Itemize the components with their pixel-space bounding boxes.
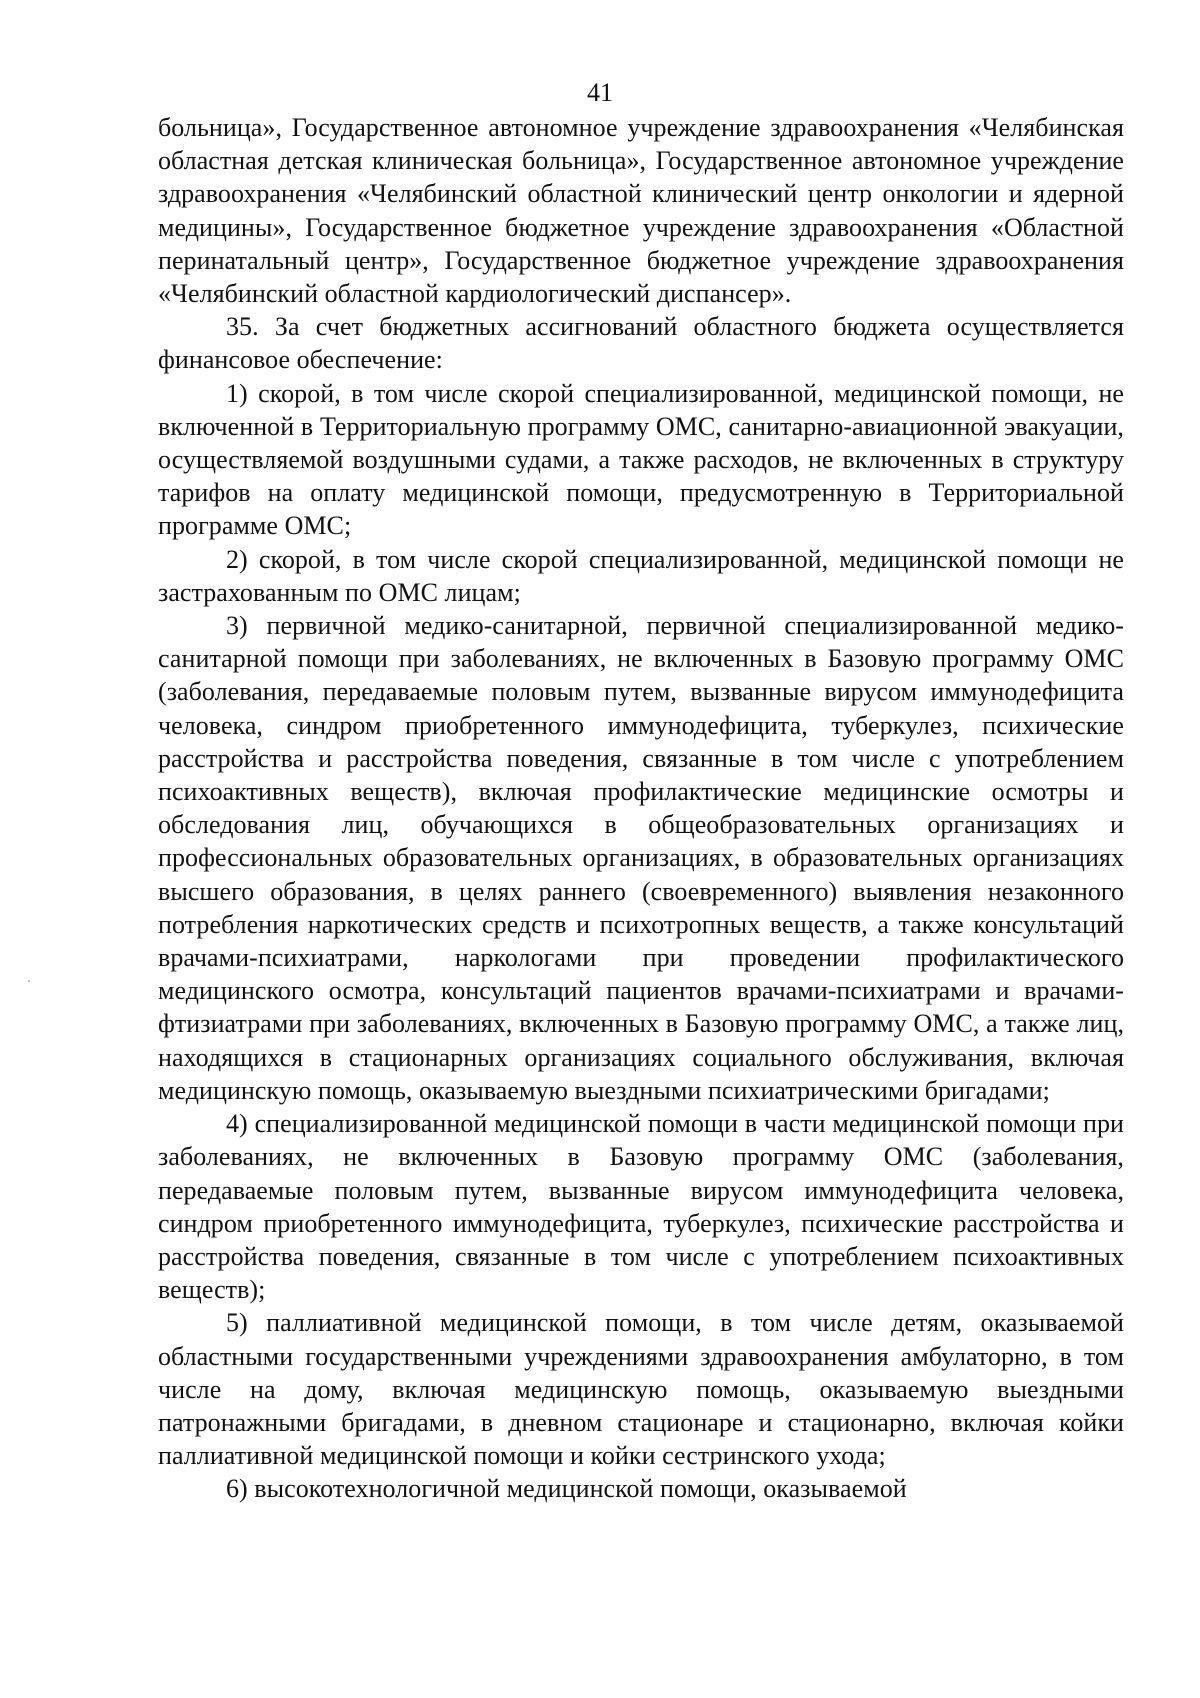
paragraph-subitem-4: 4) специализированной медицинской помощи в части медицинской помощи при заболеваниях, не включенных в Базовую программу ОМС (заболевания, передаваемые половым путем, вызванные вирусом иммунодефицита человека, синдром приобретенного иммунодефицита, туберкулез, психические расстройства и расстройства поведения, связанные в том числе с употреблением психоактивных веществ);: [158, 1109, 1124, 1305]
page-number: 41: [587, 78, 613, 107]
scan-artifact: [28, 980, 30, 982]
paragraph-continuation: больница», Государственное автономное учреждение здравоохранения «Челябинская областная детская клиническая больница», Государственное автономное учреждение здравоохранения «Челябинский областной клинический центр онкологии и ядерной медицины», Государственное бюджетное учреждение здравоохранения «Областной перинатальный центр», Государственное бюджетное учреждение здравоохранения «Челябинский областной кардиологический диспансер».: [158, 113, 1124, 309]
paragraph-subitem-6: 6) высокотехнологичной медицинской помощи, оказываемой: [226, 1474, 907, 1504]
paragraph-subitem-2: 2) скорой, в том числе скорой специализированной, медицинской помощи не застрахованным по ОМС лицам;: [158, 544, 1124, 607]
paragraph-subitem-5: 5) паллиативной медицинской помощи, в том числе детям, оказываемой областными государственными учреждениями здравоохранения амбулаторно, в том числе на дому, включая медицинскую помощь, оказываемую выездными патронажными бригадами, в дневном стационаре и стационарно, включая койки паллиативной медицинской помощи и койки сестринского ухода;: [158, 1308, 1124, 1471]
paragraph-subitem-3: 3) первичной медико-санитарной, первичной специализированной медико-санитарной помощи при заболеваниях, не включенных в Базовую программу ОМС (заболевания, передаваемые половым путем, вызванные вирусом иммунодефицита человека, синдром приобретенного иммунодефицита, туберкулез, психические расстройства и расстройства поведения, связанные в том числе с употреблением психоактивных веществ), включая профилактические медицинские осмотры и обследования лиц, обучающихся в общеобразовательных организациях и профессиональных образовательных организациях, в образовательных организациях высшего образования, в целях раннего (своевременного) выявления незаконного потребления наркотических средств и психотропных веществ, а также консультаций врачами-психиатрами, наркологами при проведении профилактического медицинского осмотра, консультаций пациентов врачами-психиатрами и врачами-фтизиатрами при заболеваниях, включенных в Базовую программу ОМС, а также лиц, находящихся в стационарных организациях социального обслуживания, включая медицинскую помощь, оказываемую выездными психиатрическими бригадами;: [158, 611, 1124, 1105]
paragraph-subitem-1: 1) скорой, в том числе скорой специализированной, медицинской помощи, не включенной в Территориальную программу ОМС, санитарно-авиационной эвакуации, осуществляемой воздушными судами, а также расходов, не включенных в структуру тарифов на оплату медицинской помощи, предусмотренную в Территориальной программе ОМС;: [158, 378, 1124, 541]
document-body: [158, 111, 1124, 1506]
paragraph-item-35: 35. За счет бюджетных ассигнований областного бюджета осуществляется финансовое обеспечение:: [158, 312, 1124, 375]
